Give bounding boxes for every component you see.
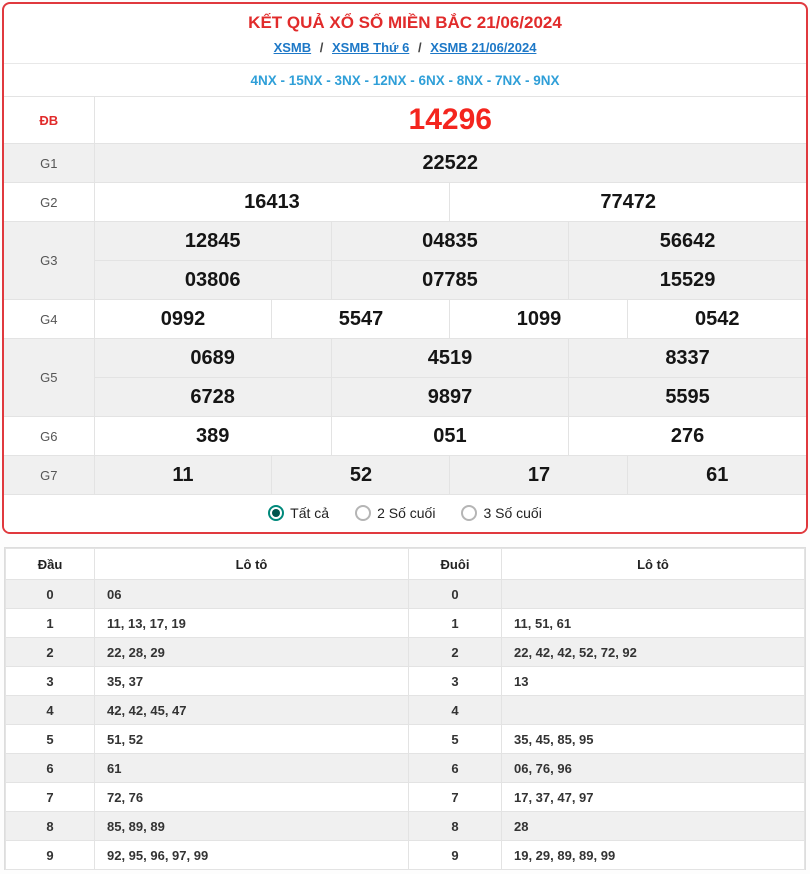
- result-box: [2, 2, 808, 534]
- loto-cell-dau: 4: [6, 696, 95, 725]
- loto-cell-dau-loto: 06: [95, 580, 409, 609]
- loto-row-1: [6, 609, 805, 638]
- loto-cell-dau: 9: [6, 841, 95, 870]
- prize-number-g7: 61: [628, 456, 806, 495]
- loto-cell-dau: 0: [6, 580, 95, 609]
- loto-cell-dau: 1: [6, 609, 95, 638]
- prize-number-g6: 276: [569, 417, 806, 456]
- loto-row-4: [6, 696, 805, 725]
- loto-cell-duoi: 2: [409, 638, 502, 667]
- loto-cell-dau: 6: [6, 754, 95, 783]
- loto-header-2: Đuôi: [409, 549, 502, 580]
- loto-cell-duoi-loto: 13: [502, 667, 805, 696]
- prize-number-g5: 5595: [569, 378, 806, 417]
- prize-number-g1: 22522: [94, 144, 806, 183]
- prize-number-g6: 389: [94, 417, 331, 456]
- prize-number-g3: 15529: [569, 261, 806, 300]
- prize-row-g1: [4, 144, 806, 183]
- breadcrumb: [12, 40, 798, 55]
- loto-cell-duoi: 8: [409, 812, 502, 841]
- loto-header-0: Đầu: [6, 549, 95, 580]
- prize-row-g3: [4, 222, 806, 261]
- loto-cell-dau: 2: [6, 638, 95, 667]
- loto-cell-duoi-loto: 35, 45, 85, 95: [502, 725, 805, 754]
- page-title: KẾT QUẢ XỔ SỐ MIỀN BẮC 21/06/2024: [248, 13, 562, 32]
- nx-links[interactable]: 4NX - 15NX - 3NX - 12NX - 6NX - 8NX - 7NX - 9NX: [250, 73, 560, 88]
- loto-cell-duoi-loto: [502, 696, 805, 725]
- loto-cell-dau: 8: [6, 812, 95, 841]
- loto-table: [5, 548, 805, 870]
- prize-number-g3: 56642: [569, 222, 806, 261]
- prize-label-g6: G6: [4, 417, 94, 456]
- loto-cell-duoi-loto: 17, 37, 47, 97: [502, 783, 805, 812]
- prize-number-g3: 04835: [331, 222, 568, 261]
- filter-option-label: Tất cả: [290, 505, 330, 521]
- breadcrumb-link-xsmb-weekday[interactable]: XSMB Thứ 6: [332, 40, 410, 55]
- prize-label-g1: G1: [4, 144, 94, 183]
- prize-number-g3: 03806: [94, 261, 331, 300]
- loto-cell-dau: 7: [6, 783, 95, 812]
- loto-cell-dau-loto: 61: [95, 754, 409, 783]
- prize-number-g7: 52: [272, 456, 450, 495]
- breadcrumb-separator: /: [319, 40, 324, 55]
- prize-row-db: [4, 97, 806, 144]
- prize-number-g7: 11: [94, 456, 272, 495]
- loto-cell-duoi-loto: 06, 76, 96: [502, 754, 805, 783]
- loto-row-3: [6, 667, 805, 696]
- loto-cell-dau-loto: 51, 52: [95, 725, 409, 754]
- loto-cell-duoi: 0: [409, 580, 502, 609]
- filter-option-all[interactable]: [268, 505, 329, 521]
- loto-row-0: [6, 580, 805, 609]
- loto-cell-dau-loto: 85, 89, 89: [95, 812, 409, 841]
- loto-cell-dau-loto: 35, 37: [95, 667, 409, 696]
- prize-number-g4: 1099: [450, 300, 628, 339]
- filter-option-2-so-cuoi[interactable]: [355, 505, 435, 521]
- loto-cell-duoi: 3: [409, 667, 502, 696]
- prize-number-g7: 17: [450, 456, 628, 495]
- prize-label-g4: G4: [4, 300, 94, 339]
- loto-cell-dau-loto: 11, 13, 17, 19: [95, 609, 409, 638]
- prize-number-g3: 12845: [94, 222, 331, 261]
- loto-row-7: [6, 783, 805, 812]
- breadcrumb-link-xsmb-date[interactable]: XSMB 21/06/2024: [430, 40, 537, 55]
- filter-option-3-so-cuoi[interactable]: [461, 505, 541, 521]
- prize-number-g2: 16413: [94, 183, 450, 222]
- loto-header-3: Lô tô: [502, 549, 805, 580]
- prize-number-g4: 0542: [628, 300, 806, 339]
- loto-header-1: Lô tô: [95, 549, 409, 580]
- loto-cell-duoi: 6: [409, 754, 502, 783]
- prize-label-g3: G3: [4, 222, 94, 300]
- radio-icon[interactable]: [355, 505, 371, 521]
- loto-cell-dau-loto: 92, 95, 96, 97, 99: [95, 841, 409, 870]
- prize-number-g4: 5547: [272, 300, 450, 339]
- loto-row-9: [6, 841, 805, 870]
- prize-number-g5: 0689: [94, 339, 331, 378]
- loto-cell-dau-loto: 72, 76: [95, 783, 409, 812]
- loto-cell-dau-loto: 42, 42, 45, 47: [95, 696, 409, 725]
- prize-number-db: 14296: [94, 97, 806, 144]
- prize-label-g7: G7: [4, 456, 94, 495]
- filter-option-label: 2 Số cuối: [377, 505, 436, 521]
- prize-label-db: ĐB: [4, 97, 94, 144]
- loto-cell-duoi-loto: [502, 580, 805, 609]
- breadcrumb-link-xsmb[interactable]: XSMB: [273, 40, 312, 55]
- filter-option-label: 3 Số cuối: [483, 505, 542, 521]
- loto-cell-dau: 5: [6, 725, 95, 754]
- loto-cell-duoi-loto: 22, 42, 42, 52, 72, 92: [502, 638, 805, 667]
- prize-table: [4, 96, 806, 495]
- prize-row-g7: [4, 456, 806, 495]
- prize-number-g5: 8337: [569, 339, 806, 378]
- loto-cell-duoi: 5: [409, 725, 502, 754]
- prize-number-g5: 9897: [331, 378, 568, 417]
- loto-row-6: [6, 754, 805, 783]
- prize-number-g4: 0992: [94, 300, 272, 339]
- loto-cell-duoi: 9: [409, 841, 502, 870]
- loto-row-2: [6, 638, 805, 667]
- loto-cell-duoi-loto: 19, 29, 89, 89, 99: [502, 841, 805, 870]
- prize-row-g2: [4, 183, 806, 222]
- loto-cell-dau-loto: 22, 28, 29: [95, 638, 409, 667]
- prize-number-g2: 77472: [450, 183, 806, 222]
- loto-cell-duoi: 7: [409, 783, 502, 812]
- prize-row-g5: [4, 378, 806, 417]
- prize-row-g4: [4, 300, 806, 339]
- loto-cell-dau: 3: [6, 667, 95, 696]
- prize-number-g5: 4519: [331, 339, 568, 378]
- prize-row-g6: [4, 417, 806, 456]
- loto-cell-duoi-loto: 28: [502, 812, 805, 841]
- prize-label-g2: G2: [4, 183, 94, 222]
- result-header: [4, 4, 806, 64]
- breadcrumb-separator: /: [417, 40, 422, 55]
- prize-number-g5: 6728: [94, 378, 331, 417]
- prize-row-g3: [4, 261, 806, 300]
- radio-selected-icon[interactable]: [268, 505, 284, 521]
- loto-cell-duoi: 1: [409, 609, 502, 638]
- prize-label-g5: G5: [4, 339, 94, 417]
- loto-table-box: [4, 547, 806, 870]
- prize-number-g6: 051: [331, 417, 568, 456]
- prize-row-g5: [4, 339, 806, 378]
- loto-cell-duoi-loto: 11, 51, 61: [502, 609, 805, 638]
- prize-number-g3: 07785: [331, 261, 568, 300]
- loto-row-5: [6, 725, 805, 754]
- loto-table-header-row: [6, 549, 805, 580]
- filter-row: [4, 495, 806, 532]
- radio-icon[interactable]: [461, 505, 477, 521]
- loto-row-8: [6, 812, 805, 841]
- loto-cell-duoi: 4: [409, 696, 502, 725]
